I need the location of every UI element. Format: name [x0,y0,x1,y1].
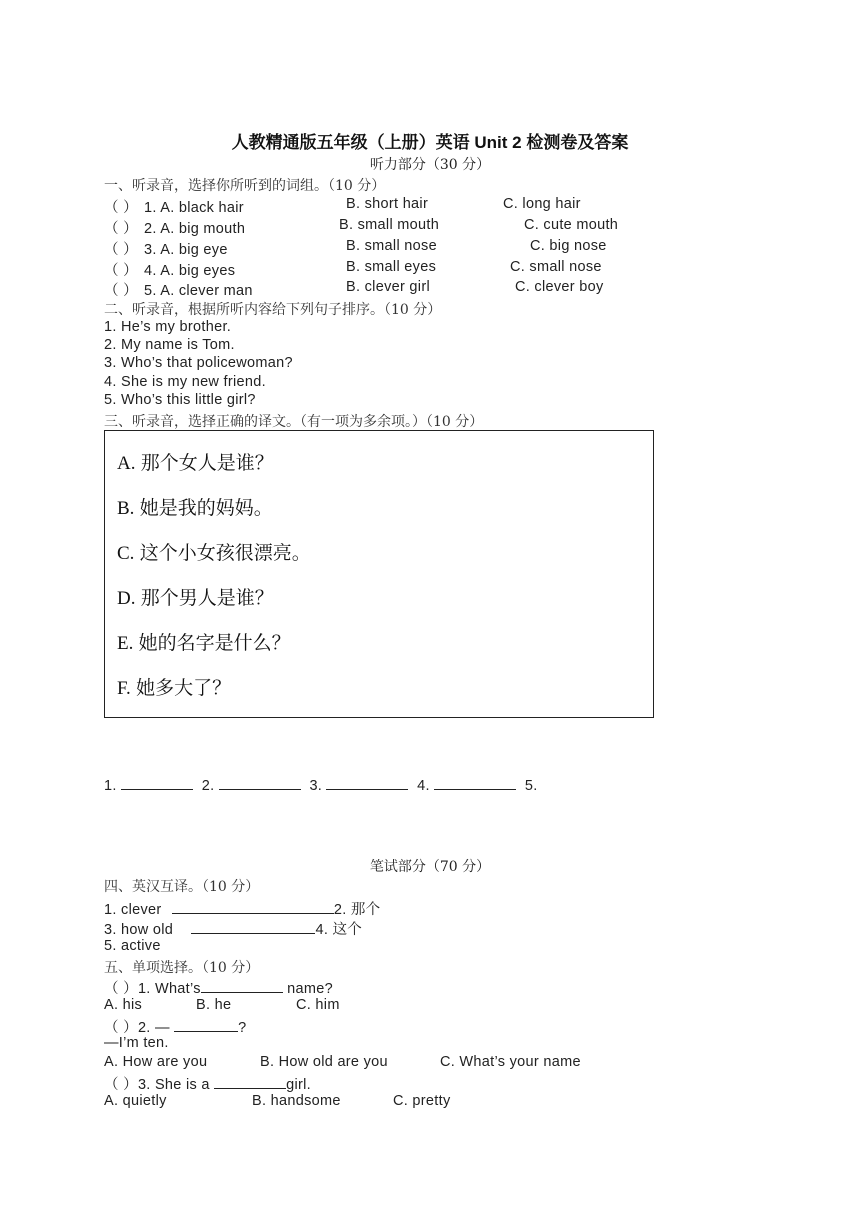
answer-blank-1[interactable] [121,777,193,790]
option-a: 4. A. big eyes [144,263,236,279]
translation-option-b [117,493,273,520]
option-letter: C. [117,543,135,564]
option-text: 她的名字是什么？ [138,633,291,654]
section2-heading: 二、听录音，根据所听内容给下列句子排序。（10 分） [104,302,442,318]
translation-option-a [117,448,274,475]
option-text: 她多大了？ [136,678,232,699]
question-text: 2. — [137,1020,170,1036]
q1-option-b: B. he [196,997,232,1013]
q3-option-c: C. pretty [393,1093,451,1109]
question-2-blank[interactable] [174,1019,238,1032]
translation-blank-1[interactable] [172,901,334,914]
sentence-item: 2. My name is Tom. [104,337,235,353]
sentence-item: 3. Who’s that policewoman? [104,355,293,371]
answer-number: 3. [309,778,323,794]
answer-number: 1. [104,778,117,794]
answer-paren: （ ） [104,200,138,216]
section1-item-4 [104,259,235,280]
answer-number: 5. [524,778,538,794]
term: 4. 这个 [315,922,363,938]
question-text: ? [238,1020,247,1036]
option-b: B. clever girl [346,279,430,295]
option-b: B. small eyes [346,259,437,275]
answer-number: 4. [417,778,430,794]
section1-item-5 [104,279,253,300]
written-section-header: 笔试部分（70 分） [369,859,491,875]
answer-blank-2[interactable] [219,777,301,790]
option-b: B. short hair [346,196,429,212]
answer-paren: （ ） [104,242,138,258]
answer-paren: （ ） [104,1020,138,1036]
option-text: 她是我的妈妈。 [139,498,273,519]
answer-paren: （ ） [104,981,138,997]
option-c: C. clever boy [515,279,604,295]
term: 1. clever [104,902,162,918]
answer-blank-3[interactable] [326,777,408,790]
section5-heading: 五、单项选择。（10 分） [104,960,260,976]
translation-row-3: 5. active [104,938,161,954]
option-b: B. small nose [346,238,437,254]
option-a: 5. A. clever man [144,283,253,299]
sentence-item: 4. She is my new friend. [104,374,266,390]
translation-options-box [104,430,654,718]
q2-option-a: A. How are you [104,1054,208,1070]
term: 2. 那个 [333,902,381,918]
option-c: C. cute mouth [524,217,619,233]
q1-option-a: A. his [104,997,143,1013]
section1-heading: 一、听录音，选择你所听到的词组。（10 分） [104,178,386,194]
section3-heading: 三、听录音，选择正确的译文。（有一项为多余项。）（10 分） [104,414,484,430]
question-text: name? [287,981,333,997]
sentence-item: 1. He’s my brother. [104,319,232,335]
question-text: 1. What’s [137,981,201,997]
section1-item-2 [104,217,245,238]
section1-item-1 [104,196,244,217]
answer-line [104,777,538,794]
option-letter: F. [117,678,131,699]
option-c: C. small nose [510,259,602,275]
option-a: 3. A. big eye [144,242,228,258]
answer-paren: （ ） [104,221,138,237]
answer-paren: （ ） [104,283,138,299]
section4-heading: 四、英汉互译。（10 分） [104,879,260,895]
answer-number: 2. [201,778,215,794]
option-letter: E. [117,633,134,654]
option-c: C. big nose [530,238,607,254]
question-3 [104,1073,311,1094]
q2-option-c: C. What’s your name [440,1054,581,1070]
question-2 [104,1016,246,1037]
answer-blank-4[interactable] [434,777,516,790]
translation-option-c [117,538,311,565]
question-text: girl. [286,1077,311,1093]
q3-option-a: A. quietly [104,1093,167,1109]
option-c: C. long hair [503,196,581,212]
q2-option-b: B. How old are you [260,1054,388,1070]
option-letter: B. [117,498,135,519]
question-2-reply: —I’m ten. [104,1035,169,1051]
translation-row-2 [104,918,362,939]
section1-item-3 [104,238,228,259]
q3-option-b: B. handsome [252,1093,341,1109]
sentence-item: 5. Who’s this little girl? [104,392,256,408]
answer-paren: （ ） [104,1077,138,1093]
translation-option-e [117,628,291,655]
option-a: 1. A. black hair [144,200,244,216]
listening-section-header: 听力部分（30 分） [369,157,491,173]
option-text: 那个女人是谁？ [140,453,274,474]
translation-option-f [117,673,231,700]
question-text: 3. She is a [137,1077,210,1093]
term: 3. how old [104,922,174,938]
option-b: B. small mouth [339,217,440,233]
option-a: 2. A. big mouth [144,221,246,237]
translation-row-1 [104,898,380,919]
question-3-blank[interactable] [214,1076,286,1089]
q1-option-c: C. him [296,997,340,1013]
translation-option-d [117,583,274,610]
option-letter: A. [117,453,136,474]
question-1 [104,977,333,998]
document-title: 人教精通版五年级（上册）英语 Unit 2 检测卷及答案 [231,133,629,152]
translation-blank-3[interactable] [191,921,315,934]
question-1-blank[interactable] [201,980,283,993]
option-text: 那个男人是谁？ [140,588,274,609]
answer-paren: （ ） [104,263,138,279]
option-letter: D. [117,588,136,609]
option-text: 这个小女孩很漂亮。 [139,543,311,564]
